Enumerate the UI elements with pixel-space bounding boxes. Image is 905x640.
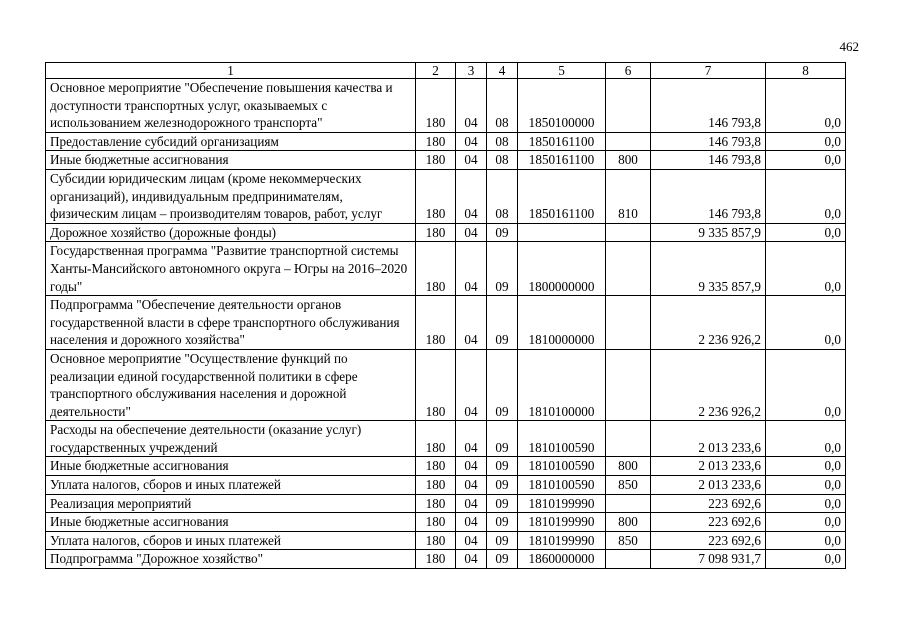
column-header: 8 [766,63,846,79]
expense-name-cell: Иные бюджетные ассигнования [46,457,416,476]
amount-2-cell: 0,0 [766,476,846,495]
expense-name-cell: Иные бюджетные ассигнования [46,513,416,532]
target-article-cell: 1850161100 [518,169,606,223]
target-article-cell [518,223,606,242]
target-article-cell: 1850161100 [518,151,606,170]
budget-table [45,62,846,569]
amount-2-cell: 0,0 [766,151,846,170]
expense-type-cell [606,349,651,420]
ministry-code-cell: 180 [416,169,456,223]
amount-cell: 146 793,8 [651,132,766,151]
amount-2-cell: 0,0 [766,79,846,133]
amount-cell: 9 335 857,9 [651,242,766,296]
target-article-cell: 1850100000 [518,79,606,133]
column-header: 6 [606,63,651,79]
amount-cell: 223 692,6 [651,531,766,550]
ministry-code-cell: 180 [416,79,456,133]
amount-cell: 223 692,6 [651,494,766,513]
subsection-code-cell: 09 [487,457,518,476]
ministry-code-cell: 180 [416,223,456,242]
target-article-cell: 1810100590 [518,421,606,457]
expense-type-cell [606,223,651,242]
target-article-cell: 1810199990 [518,494,606,513]
amount-cell: 7 098 931,7 [651,550,766,569]
subsection-code-cell: 09 [487,550,518,569]
expense-type-cell [606,242,651,296]
amount-cell: 146 793,8 [651,169,766,223]
section-code-cell: 04 [456,296,487,350]
amount-cell: 9 335 857,9 [651,223,766,242]
section-code-cell: 04 [456,531,487,550]
column-header: 2 [416,63,456,79]
subsection-code-cell: 08 [487,169,518,223]
table-row [46,132,846,151]
amount-cell: 223 692,6 [651,513,766,532]
expense-type-cell: 850 [606,476,651,495]
section-code-cell: 04 [456,223,487,242]
subsection-code-cell: 08 [487,79,518,133]
expense-name-cell: Государственная программа "Развитие транспортной системы Ханты-Мансийского автономного округа – Югры на 2016–2020 годы" [46,242,416,296]
section-code-cell: 04 [456,79,487,133]
expense-name-cell: Основное мероприятие "Обеспечение повышения качества и доступности транспортных услуг, оказываемых с использованием железнодорожного транспорта" [46,79,416,133]
table-row [46,349,846,420]
table-row [46,151,846,170]
amount-2-cell: 0,0 [766,550,846,569]
section-code-cell: 04 [456,132,487,151]
expense-name-cell: Основное мероприятие "Осуществление функций по реализации единой государственной политики в сфере транспортного обслуживания населения и дорожной деятельности" [46,349,416,420]
target-article-cell: 1810100000 [518,349,606,420]
subsection-code-cell: 09 [487,494,518,513]
section-code-cell: 04 [456,457,487,476]
subsection-code-cell: 09 [487,476,518,495]
table-row [46,531,846,550]
subsection-code-cell: 09 [487,296,518,350]
expense-type-cell [606,132,651,151]
table-row [46,457,846,476]
section-code-cell: 04 [456,550,487,569]
target-article-cell: 1850161100 [518,132,606,151]
expense-type-cell [606,494,651,513]
table-row [46,550,846,569]
amount-cell: 146 793,8 [651,79,766,133]
section-code-cell: 04 [456,494,487,513]
expense-name-cell: Реализация мероприятий [46,494,416,513]
column-header: 1 [46,63,416,79]
ministry-code-cell: 180 [416,457,456,476]
expense-name-cell: Дорожное хозяйство (дорожные фонды) [46,223,416,242]
expense-type-cell: 810 [606,169,651,223]
target-article-cell: 1810199990 [518,531,606,550]
table-body [46,79,846,569]
amount-2-cell: 0,0 [766,349,846,420]
table-row [46,296,846,350]
amount-cell: 2 013 233,6 [651,476,766,495]
expense-type-cell [606,421,651,457]
amount-2-cell: 0,0 [766,132,846,151]
subsection-code-cell: 09 [487,531,518,550]
expense-name-cell: Иные бюджетные ассигнования [46,151,416,170]
subsection-code-cell: 09 [487,513,518,532]
amount-2-cell: 0,0 [766,223,846,242]
section-code-cell: 04 [456,242,487,296]
column-header: 5 [518,63,606,79]
ministry-code-cell: 180 [416,349,456,420]
target-article-cell: 1810000000 [518,296,606,350]
target-article-cell: 1800000000 [518,242,606,296]
expense-name-cell: Субсидии юридическим лицам (кроме некоммерческих организаций), индивидуальным предпринимателям, физическим лицам – производителям товаров, работ, услуг [46,169,416,223]
subsection-code-cell: 09 [487,349,518,420]
ministry-code-cell: 180 [416,421,456,457]
ministry-code-cell: 180 [416,550,456,569]
amount-2-cell: 0,0 [766,421,846,457]
amount-cell: 146 793,8 [651,151,766,170]
amount-cell: 2 236 926,2 [651,349,766,420]
subsection-code-cell: 09 [487,421,518,457]
column-header: 3 [456,63,487,79]
expense-name-cell: Уплата налогов, сборов и иных платежей [46,531,416,550]
expense-name-cell: Уплата налогов, сборов и иных платежей [46,476,416,495]
table-row [46,513,846,532]
expense-name-cell: Предоставление субсидий организациям [46,132,416,151]
ministry-code-cell: 180 [416,476,456,495]
column-header: 4 [487,63,518,79]
table-row [46,421,846,457]
ministry-code-cell: 180 [416,513,456,532]
table-row [46,242,846,296]
ministry-code-cell: 180 [416,242,456,296]
target-article-cell: 1860000000 [518,550,606,569]
page-number: 462 [839,39,859,54]
target-article-cell: 1810100590 [518,457,606,476]
table-row [46,476,846,495]
table-row [46,223,846,242]
amount-2-cell: 0,0 [766,296,846,350]
target-article-cell: 1810100590 [518,476,606,495]
section-code-cell: 04 [456,476,487,495]
table-row [46,494,846,513]
expense-type-cell: 800 [606,513,651,532]
subsection-code-cell: 08 [487,132,518,151]
amount-2-cell: 0,0 [766,169,846,223]
subsection-code-cell: 08 [487,151,518,170]
amount-2-cell: 0,0 [766,457,846,476]
ministry-code-cell: 180 [416,531,456,550]
subsection-code-cell: 09 [487,242,518,296]
amount-2-cell: 0,0 [766,513,846,532]
subsection-code-cell: 09 [487,223,518,242]
expense-type-cell [606,296,651,350]
section-code-cell: 04 [456,151,487,170]
amount-2-cell: 0,0 [766,242,846,296]
target-article-cell: 1810199990 [518,513,606,532]
expense-name-cell: Подпрограмма "Дорожное хозяйство" [46,550,416,569]
section-code-cell: 04 [456,349,487,420]
table-row [46,79,846,133]
ministry-code-cell: 180 [416,151,456,170]
expense-type-cell [606,79,651,133]
expense-type-cell: 800 [606,457,651,476]
table-row [46,169,846,223]
section-code-cell: 04 [456,513,487,532]
amount-cell: 2 013 233,6 [651,421,766,457]
table-header-row [46,63,846,79]
expense-type-cell: 850 [606,531,651,550]
expense-type-cell [606,550,651,569]
ministry-code-cell: 180 [416,296,456,350]
ministry-code-cell: 180 [416,132,456,151]
expense-name-cell: Расходы на обеспечение деятельности (оказание услуг) государственных учреждений [46,421,416,457]
amount-2-cell: 0,0 [766,531,846,550]
expense-type-cell: 800 [606,151,651,170]
section-code-cell: 04 [456,421,487,457]
ministry-code-cell: 180 [416,494,456,513]
amount-cell: 2 236 926,2 [651,296,766,350]
section-code-cell: 04 [456,169,487,223]
amount-2-cell: 0,0 [766,494,846,513]
column-header: 7 [651,63,766,79]
expense-name-cell: Подпрограмма "Обеспечение деятельности органов государственной власти в сфере транспортного обслуживания населения и дорожного хозяйства" [46,296,416,350]
amount-cell: 2 013 233,6 [651,457,766,476]
